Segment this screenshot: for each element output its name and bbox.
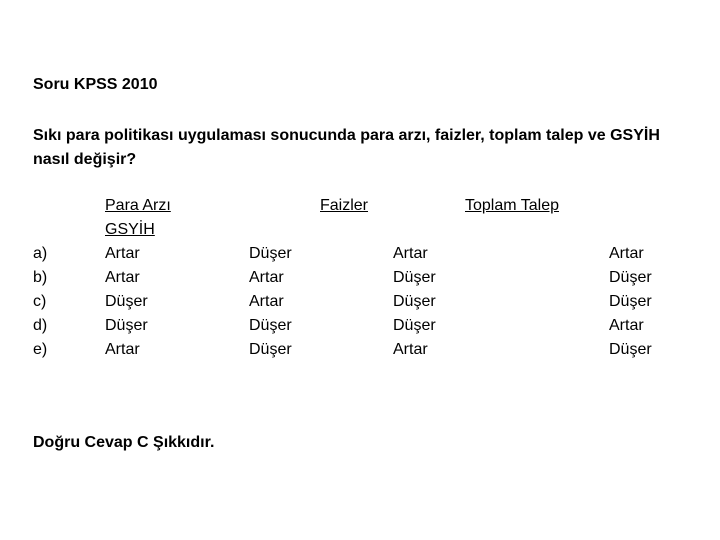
gsyih-value: Düşer [105,317,148,334]
para-arzi-value: Düşer [609,269,652,286]
toplam-talep-value: Düşer [393,269,436,286]
correct-answer: Doğru Cevap C Şıkkıdır. [33,434,215,451]
toplam-talep-value: Artar [393,245,428,262]
toplam-talep-value: Düşer [393,317,436,334]
gsyih-value: Artar [105,341,140,358]
option-label: b) [33,269,48,286]
para-arzi-column [609,242,652,362]
option-label: a) [33,245,48,262]
faizler-value: Düşer [249,317,292,334]
toplam-talep-value: Artar [393,341,428,358]
option-label: c) [33,293,47,310]
option-label: d) [33,317,48,334]
gsyih-value: Artar [105,269,140,286]
toplam-talep-value: Düşer [393,293,436,310]
option-label: e) [33,341,48,358]
question-text: Sıkı para politikası uygulaması sonucunda para arzı, faizler, toplam talep ve GSYİH nasıl değişir? [33,127,660,168]
header-gsyih: GSYİH [105,221,155,238]
slide-title: Soru KPSS 2010 [33,76,158,93]
faizler-value: Düşer [249,341,292,358]
header-toplam-talep: Toplam Talep [465,197,559,214]
faizler-value: Artar [249,269,284,286]
gsyih-value: Düşer [105,293,148,310]
gsyih-column [105,242,148,362]
toplam-talep-column [393,242,436,362]
faizler-column [249,242,292,362]
para-arzi-value: Düşer [609,293,652,310]
header-para-arzi: Para Arzı [105,197,171,214]
gsyih-value: Artar [105,245,140,262]
faizler-value: Düşer [249,245,292,262]
option-labels-column [33,242,47,362]
header-faizler: Faizler [320,197,369,214]
para-arzi-value: Artar [609,317,644,334]
faizler-value: Artar [249,293,284,310]
para-arzi-value: Artar [609,245,644,262]
para-arzi-value: Düşer [609,341,652,358]
